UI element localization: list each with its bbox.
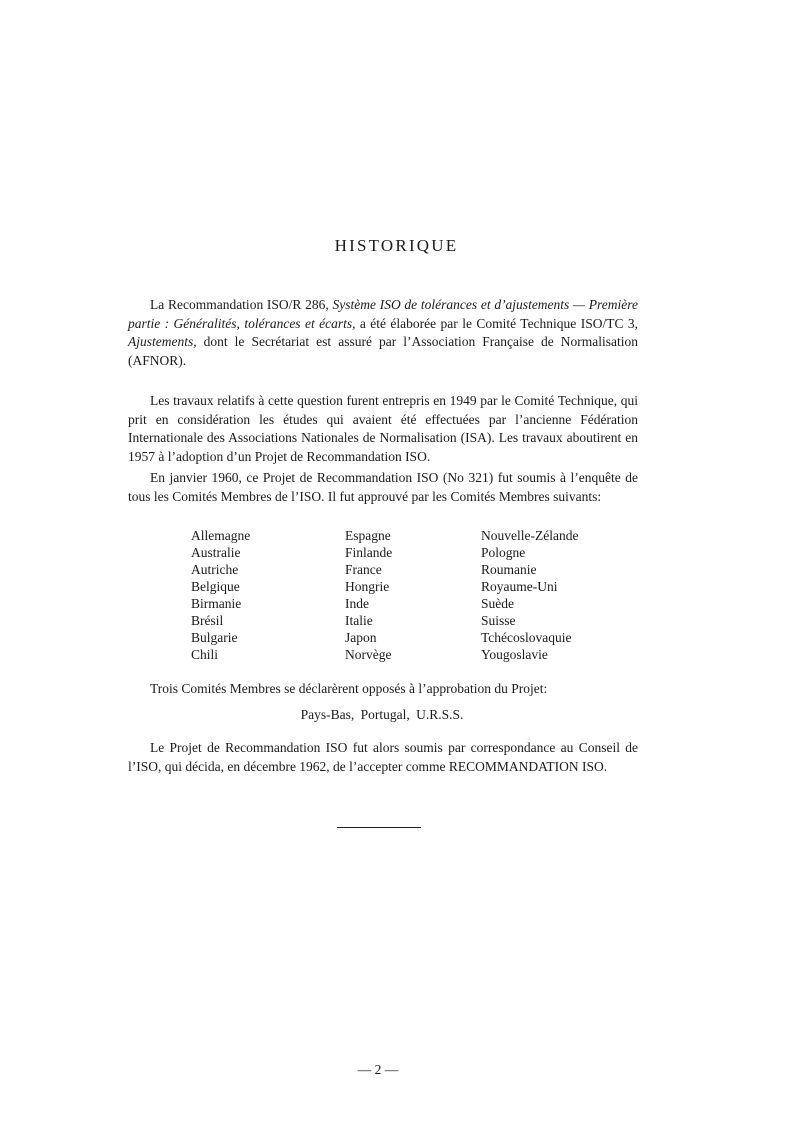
country-item: Birmanie	[191, 596, 242, 611]
standard-title: Système ISO de tolérances et d’ajustements — Première partie : Généralités, tolérances et écarts,	[128, 297, 638, 331]
country-item: Nouvelle-Zélande	[481, 528, 579, 543]
country-item: Suède	[481, 596, 514, 611]
paragraph-origin-end: dont le Secrétariat est assuré par l’Association Française de Normalisation (AFNOR).	[128, 334, 638, 368]
paragraph-origin	[128, 296, 638, 370]
paragraph-origin-intro: La Recommandation ISO/R 286,	[150, 297, 333, 312]
country-item: Roumanie	[481, 562, 537, 577]
country-item: Finlande	[345, 545, 393, 560]
country-item: Royaume-Uni	[481, 579, 558, 594]
section-divider	[337, 827, 421, 828]
page-title: HISTORIQUE	[334, 236, 459, 255]
country-item: Hongrie	[345, 579, 390, 594]
country-item: Brésil	[191, 613, 224, 628]
countries-column-1	[191, 527, 250, 663]
country-item: Espagne	[345, 528, 391, 543]
paragraph-enquiry: En janvier 1960, ce Projet de Recommandation ISO (No 321) fut soumis à l’enquête de tous les Comités Membres de l’ISO. Il fut approuvé par les Comités Membres suivants:	[128, 470, 638, 504]
country-item: Japon	[345, 630, 377, 645]
committee-name: Ajustements,	[128, 334, 197, 349]
country-item: Belgique	[191, 579, 240, 594]
countries-column-2	[345, 527, 392, 663]
country-item: Yougoslavie	[481, 647, 548, 662]
country-item: Allemagne	[191, 528, 251, 543]
country-item: Italie	[345, 613, 373, 628]
country-item: Tchécoslovaquie	[481, 630, 572, 645]
page-number: — 2 —	[357, 1062, 399, 1077]
paragraph-acceptance: Le Projet de Recommandation ISO fut alors soumis par correspondance au Conseil de l’ISO, qui décida, en décembre 1962, de l’accepter comme RECOMMANDATION ISO.	[128, 740, 638, 774]
paragraph-history: Les travaux relatifs à cette question furent entrepris en 1949 par le Comité Technique, qui prit en considération les études qui avaient été effectuées par l’ancienne Fédération Internationale des Associations Nationales de Normalisation (ISA). Les travaux aboutirent en 1957 à l’adoption d’un Projet de Recommandation ISO.	[128, 393, 638, 464]
country-item: Australie	[191, 545, 241, 560]
country-item: Pologne	[481, 545, 526, 560]
opposition-sentence: Trois Comités Membres se déclarèrent opposés à l’approbation du Projet:	[150, 681, 548, 696]
country-item: Autriche	[191, 562, 239, 577]
country-item: Chili	[191, 647, 219, 662]
paragraph-origin-mid: a été élaborée par le Comité Technique ISO/TC 3,	[355, 315, 638, 331]
country-item: Bulgarie	[191, 630, 238, 645]
country-item: Inde	[345, 596, 369, 611]
country-item: Norvège	[345, 647, 392, 662]
opposing-countries: Pays-Bas, Portugal, U.R.S.S.	[300, 707, 464, 722]
countries-column-3	[481, 527, 578, 663]
country-item: Suisse	[481, 613, 516, 628]
country-item: France	[345, 562, 382, 577]
